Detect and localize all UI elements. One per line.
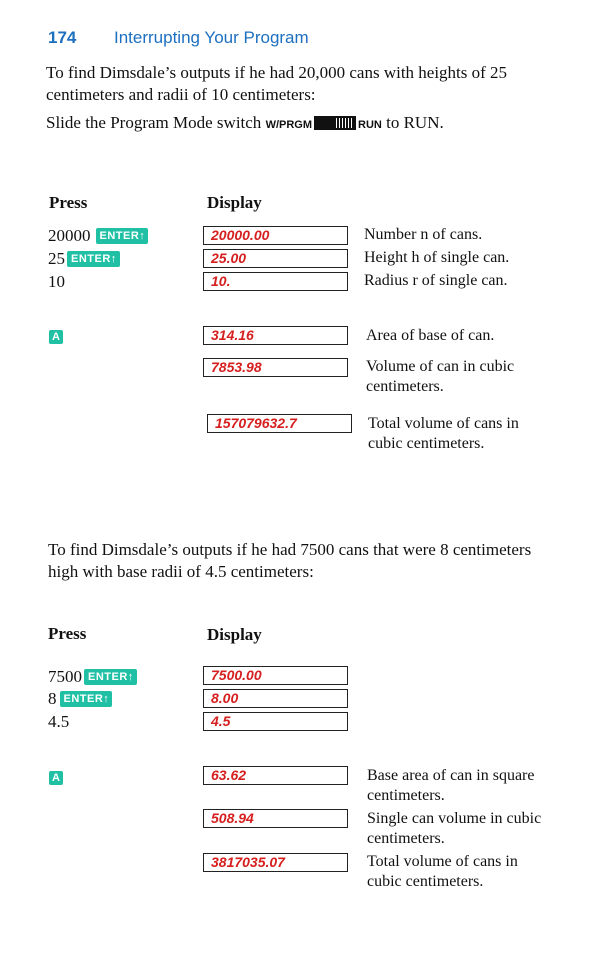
press-value: 10	[48, 272, 65, 291]
calculator-display: 7500.00	[203, 666, 348, 685]
program-mode-switch	[266, 112, 382, 136]
switch-label-prgm: W/PRGM	[265, 119, 313, 132]
description: Number n of cans.	[364, 226, 483, 243]
display-column-header: Display	[207, 193, 262, 212]
calculator-display: 63.62	[203, 766, 348, 785]
second-example-paragraph: To find Dimsdale’s outputs if he had 7500 cans that were 8 centimeters high with base radii of 4.5 centimeters:	[48, 540, 532, 581]
press-entry	[48, 712, 69, 732]
display-column-header: Display	[207, 625, 262, 644]
description: Height h of single can.	[364, 249, 510, 266]
press-entry	[48, 667, 137, 687]
calculator-display: 7853.98	[203, 358, 348, 377]
press-value: 7500	[48, 667, 82, 686]
press-entry	[48, 226, 148, 246]
calculator-display: 3817035.07	[203, 853, 348, 872]
a-key-icon: A	[49, 768, 63, 786]
description: Radius r of single can.	[364, 272, 508, 289]
press-entry	[48, 272, 65, 292]
press-entry	[48, 249, 120, 269]
calculator-display: 20000.00	[203, 226, 348, 245]
intro-paragraph: To find Dimsdale’s outputs if he had 20,000 cans with heights of 25 centimeters and radii of 10 centimeters:	[46, 63, 508, 104]
press-value: 25	[48, 249, 65, 268]
press-column-header: Press	[48, 624, 87, 643]
switch-instruction	[46, 112, 561, 136]
instruction-prefix: Slide the Program Mode switch	[46, 113, 262, 132]
enter-key-icon: ENTER↑	[60, 691, 113, 707]
chapter-title: Interrupting Your Program	[114, 28, 309, 47]
press-column-header: Press	[49, 193, 88, 212]
description: Base area of can in square centimeters.	[367, 767, 535, 804]
switch-slider-icon	[314, 116, 356, 130]
calculator-display: 10.	[203, 272, 348, 291]
enter-key-icon: ENTER↑	[84, 669, 137, 685]
a-key-icon: A	[49, 327, 63, 345]
press-value: 8	[48, 689, 57, 708]
page-number: 174	[48, 28, 77, 47]
description: Total volume of cans in cubic centimeters.	[368, 415, 519, 452]
instruction-suffix: to RUN.	[386, 113, 444, 132]
calculator-display: 508.94	[203, 809, 348, 828]
calculator-display: 157079632.7	[207, 414, 352, 433]
enter-key-icon: ENTER↑	[96, 228, 149, 244]
enter-key-icon: ENTER↑	[67, 251, 120, 267]
calculator-display: 25.00	[203, 249, 348, 268]
press-value: 20000	[48, 226, 91, 245]
press-entry	[48, 689, 112, 709]
calculator-display: 314.16	[203, 326, 348, 345]
press-value: 4.5	[48, 712, 70, 731]
calculator-display: 4.5	[203, 712, 348, 731]
description: Total volume of cans in cubic centimeters.	[367, 853, 518, 890]
description: Single can volume in cubic centimeters.	[367, 810, 542, 847]
description: Area of base of can.	[366, 327, 495, 344]
calculator-display: 8.00	[203, 689, 348, 708]
switch-label-run: RUN	[358, 119, 382, 132]
description: Volume of can in cubic centimeters.	[366, 358, 515, 395]
